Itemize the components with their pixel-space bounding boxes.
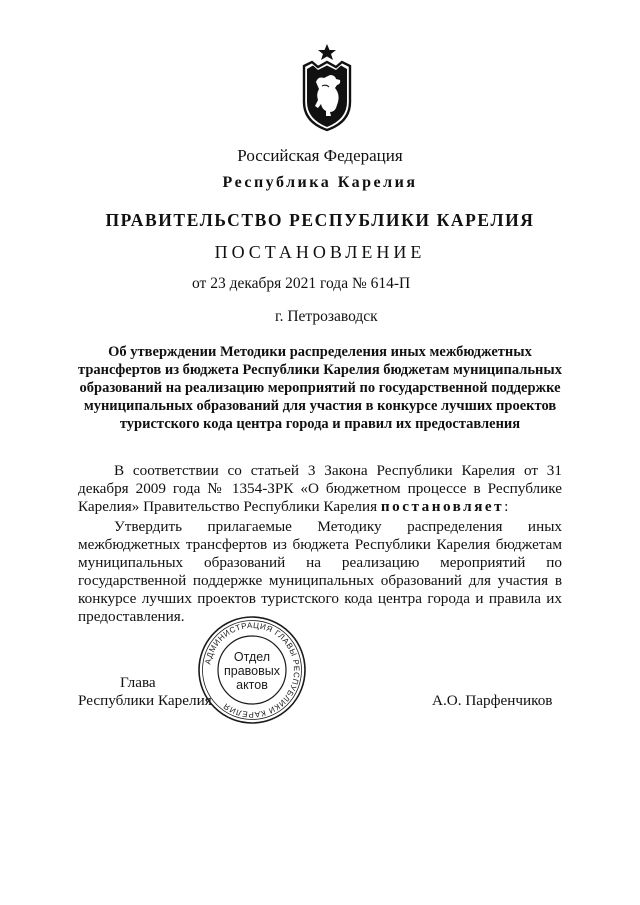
stamp-line-1: Отдел: [233, 650, 271, 664]
document-title: Об утверждении Методики распределения иных межбюджетных трансфертов из бюджета Республики Карелия бюджетам муниципальных образований на реализацию мероприятий по государственной поддержке муниципальных образований для участия в конкурсе лучших проектов туристского кода центра города и правил их предоставления: [78, 344, 562, 432]
coat-of-arms-icon: [298, 42, 356, 132]
document-type: ПОСТАНОВЛЕНИЕ: [214, 242, 426, 262]
stamp-ring-text: АДМИНИСТРАЦИЯ ГЛАВЫ РЕСПУБЛИКИ КАРЕЛИЯ: [203, 620, 302, 720]
republic-name: Республика Карелия: [222, 174, 418, 191]
para1-suffix: :: [504, 498, 509, 515]
star-icon: [318, 44, 336, 60]
para1-text: В соответствии со статьей 3 Закона Республики Карелия от 31 декабря 2009 года № 1354-ЗРК «О бюджетном процессе в Республике Карелия» Правительство Республики Карелия: [78, 462, 562, 515]
signatory-title-line1: Глава: [120, 674, 156, 691]
signatory-title-line2: Республики Карелия: [78, 692, 212, 709]
body-paragraph-1: [78, 462, 562, 516]
para1-emphasis: постановляет: [380, 498, 505, 515]
body-paragraph-2: Утвердить прилагаемые Методику распределения иных межбюджетных трансфертов из бюджета Республики Карелия бюджетам муниципальных образований на реализацию мероприятий по государственной поддержке муниципальных образований для участия в конкурсе лучших проектов туристского кода центра города и правила их предоставления.: [78, 518, 562, 625]
document-city: г. Петрозаводск: [275, 308, 378, 325]
stamp-label: [216, 650, 288, 692]
stamp-line-2: правовых: [224, 664, 280, 678]
government-name: ПРАВИТЕЛЬСТВО РЕСПУБЛИКИ КАРЕЛИЯ: [105, 210, 535, 230]
stamp-line-3: актов: [236, 678, 268, 692]
document-date: от 23 декабря 2021 года № 614-П: [192, 275, 411, 292]
signatory-name: А.О. Парфенчиков: [432, 692, 553, 709]
country-name: Российская Федерация: [237, 146, 403, 165]
